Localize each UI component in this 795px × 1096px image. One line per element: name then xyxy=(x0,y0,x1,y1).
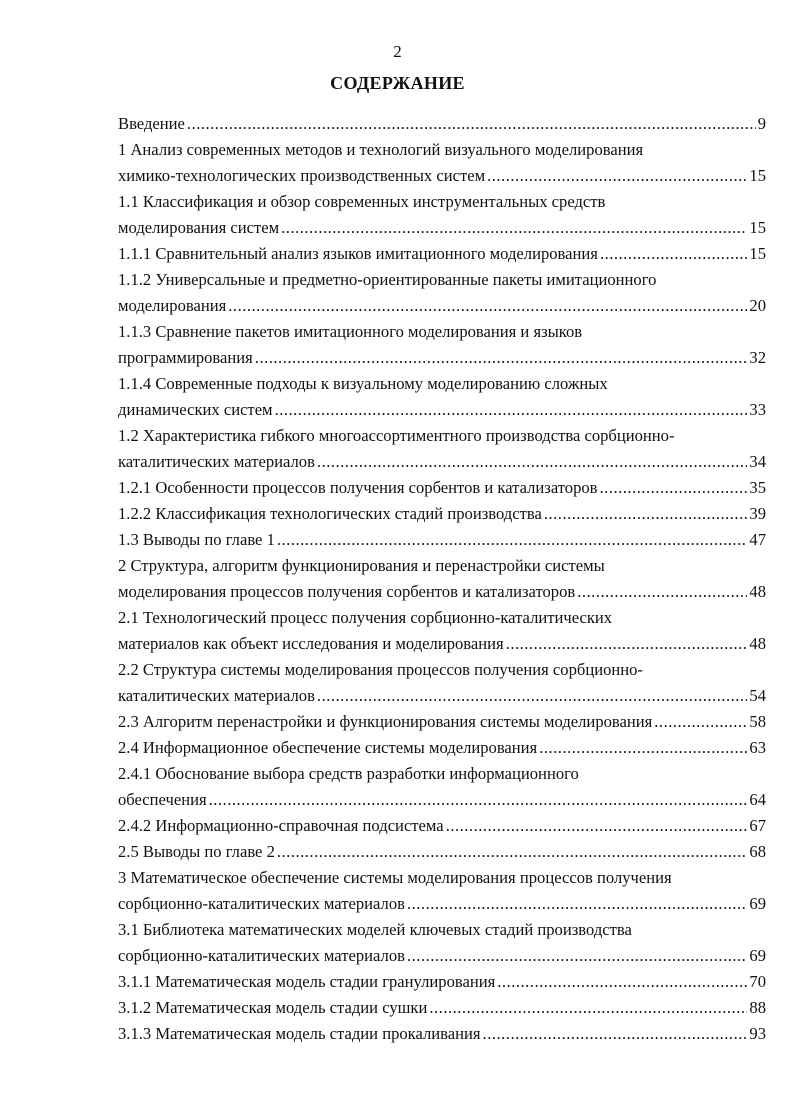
toc-entry-text: 1.2.1 Особенности процессов получения сорбентов и катализаторов xyxy=(118,478,598,497)
table-of-contents xyxy=(118,111,766,1047)
toc-entry-last-line xyxy=(118,943,766,969)
dot-leader xyxy=(228,293,747,319)
toc-entry-last-line xyxy=(118,969,766,995)
toc-entry-last-line xyxy=(118,891,766,917)
dot-leader xyxy=(577,579,747,605)
toc-entry-text: сорбционно-каталитических материалов xyxy=(118,894,405,913)
toc-entry xyxy=(118,709,766,735)
toc-entry-last-line xyxy=(118,735,766,761)
toc-page-number: 48 xyxy=(749,634,766,653)
toc-entry-text: 2.3 Алгоритм перенастройки и функционирования системы моделирования xyxy=(118,712,653,731)
toc-entry xyxy=(118,605,766,657)
toc-entry-text: каталитических материалов xyxy=(118,452,315,471)
dot-leader xyxy=(209,787,748,813)
toc-entry-last-line xyxy=(118,1021,766,1047)
toc-entry-last-line xyxy=(118,215,766,241)
toc-entry-last-line xyxy=(118,111,766,137)
toc-entry-text: программирования xyxy=(118,348,253,367)
dot-leader xyxy=(407,943,747,969)
toc-entry-line: 2.2 Структура системы моделирования процессов получения сорбционно- xyxy=(118,660,643,679)
dot-leader xyxy=(600,241,747,267)
toc-entry xyxy=(118,1021,766,1047)
toc-entry-line: 3.1 Библиотека математических моделей ключевых стадий производства xyxy=(118,920,632,939)
toc-entry-text: сорбционно-каталитических материалов xyxy=(118,946,405,965)
toc-entry-last-line xyxy=(118,397,766,423)
toc-entry xyxy=(118,371,766,423)
toc-page-number: 58 xyxy=(749,712,766,731)
dot-leader xyxy=(539,735,747,761)
page-title: СОДЕРЖАНИЕ xyxy=(330,73,465,93)
toc-entry xyxy=(118,995,766,1021)
toc-entry xyxy=(118,189,766,241)
toc-page-number: 20 xyxy=(749,296,766,315)
toc-page-number: 15 xyxy=(749,244,766,263)
toc-page-number: 63 xyxy=(749,738,766,757)
toc-entry xyxy=(118,761,766,813)
toc-entry-text: 3.1.1 Математическая модель стадии гранулирования xyxy=(118,972,496,991)
toc-entry xyxy=(118,111,766,137)
toc-entry-last-line xyxy=(118,631,766,657)
toc-entry-text: моделирования процессов получения сорбентов и катализаторов xyxy=(118,582,576,601)
toc-entry-last-line xyxy=(118,813,766,839)
toc-page-number: 15 xyxy=(749,218,766,237)
dot-leader xyxy=(544,501,748,527)
toc-entry-last-line xyxy=(118,527,766,553)
dot-leader xyxy=(654,709,747,735)
toc-entry xyxy=(118,735,766,761)
toc-page-number: 34 xyxy=(749,452,766,471)
toc-entry xyxy=(118,917,766,969)
toc-page-number: 64 xyxy=(749,790,766,809)
dot-leader xyxy=(187,111,756,137)
toc-entry-last-line xyxy=(118,579,766,605)
toc-entry-text: обеспечения xyxy=(118,790,207,809)
dot-leader xyxy=(487,163,747,189)
toc-entry-last-line xyxy=(118,839,766,865)
toc-entry xyxy=(118,969,766,995)
toc-entry-text: 2.5 Выводы по главе 2 xyxy=(118,842,275,861)
toc-entry-text: каталитических материалов xyxy=(118,686,315,705)
toc-entry-line: 3 Математическое обеспечение системы моделирования процессов получения xyxy=(118,868,672,887)
dot-leader xyxy=(483,1021,748,1047)
toc-entry-last-line xyxy=(118,709,766,735)
toc-entry-last-line xyxy=(118,241,766,267)
toc-entry xyxy=(118,241,766,267)
dot-leader xyxy=(281,215,747,241)
toc-entry-last-line xyxy=(118,163,766,189)
toc-page-number: 68 xyxy=(749,842,766,861)
toc-entry xyxy=(118,267,766,319)
toc-page-number: 88 xyxy=(749,998,766,1017)
toc-entry-last-line xyxy=(118,683,766,709)
toc-entry-text: 2.4.2 Информационно-справочная подсистема xyxy=(118,816,444,835)
toc-page-number: 67 xyxy=(749,816,766,835)
toc-entry xyxy=(118,527,766,553)
toc-entry-text: 3.1.2 Математическая модель стадии сушки xyxy=(118,998,428,1017)
toc-entry-last-line xyxy=(118,345,766,371)
toc-page-number: 70 xyxy=(749,972,766,991)
toc-entry-line: 1.1.2 Универсальные и предметно-ориентированные пакеты имитационного xyxy=(118,270,657,289)
dot-leader xyxy=(506,631,748,657)
toc-entry-line: 1.1.3 Сравнение пакетов имитационного моделирования и языков xyxy=(118,322,583,341)
toc-page-number: 39 xyxy=(749,504,766,523)
toc-entry-text: моделирования xyxy=(118,296,227,315)
toc-entry-text: 3.1.3 Математическая модель стадии прокаливания xyxy=(118,1024,481,1043)
toc-page-number: 32 xyxy=(749,348,766,367)
toc-page-number: 48 xyxy=(749,582,766,601)
toc-entry-text: моделирования систем xyxy=(118,218,280,237)
toc-entry xyxy=(118,137,766,189)
dot-leader xyxy=(446,813,748,839)
toc-entry-last-line xyxy=(118,995,766,1021)
toc-entry-line: 2 Структура, алгоритм функционирования и перенастройки системы xyxy=(118,556,605,575)
dot-leader xyxy=(497,969,747,995)
toc-entry-text: динамических систем xyxy=(118,400,273,419)
toc-entry xyxy=(118,501,766,527)
toc-entry-line: 2.4.1 Обоснование выбора средств разработки информационного xyxy=(118,764,579,783)
toc-page-number: 35 xyxy=(749,478,766,497)
toc-entry-line: 1.1.4 Современные подходы к визуальному моделированию сложных xyxy=(118,374,608,393)
toc-entry-text: Введение xyxy=(118,114,185,133)
toc-page-number: 47 xyxy=(749,530,766,549)
toc-entry-text: 1.1.1 Сравнительный анализ языков имитационного моделирования xyxy=(118,244,598,263)
dot-leader xyxy=(429,995,747,1021)
toc-entry xyxy=(118,423,766,475)
dot-leader xyxy=(407,891,747,917)
toc-page-number: 54 xyxy=(749,686,766,705)
toc-entry-text: химико-технологических производственных систем xyxy=(118,166,486,185)
dot-leader xyxy=(277,839,748,865)
toc-entry xyxy=(118,813,766,839)
toc-entry-line: 1.1 Классификация и обзор современных инструментальных средств xyxy=(118,192,606,211)
dot-leader xyxy=(317,449,747,475)
dot-leader xyxy=(317,683,747,709)
toc-entry-text: 1.3 Выводы по главе 1 xyxy=(118,530,275,549)
dot-leader xyxy=(255,345,748,371)
dot-leader xyxy=(600,475,748,501)
toc-entry-last-line xyxy=(118,449,766,475)
toc-entry-line: 2.1 Технологический процесс получения сорбционно-каталитических xyxy=(118,608,613,627)
toc-entry xyxy=(118,475,766,501)
toc-entry-text: материалов как объект исследования и моделирования xyxy=(118,634,504,653)
toc-entry xyxy=(118,319,766,371)
toc-entry-last-line xyxy=(118,475,766,501)
toc-entry-last-line xyxy=(118,787,766,813)
toc-entry xyxy=(118,865,766,917)
toc-page-number: 69 xyxy=(749,894,766,913)
toc-entry-last-line xyxy=(118,501,766,527)
toc-page-number: 15 xyxy=(749,166,766,185)
toc-page-number: 9 xyxy=(757,114,766,133)
toc-entry xyxy=(118,553,766,605)
toc-entry xyxy=(118,657,766,709)
toc-page-number: 69 xyxy=(749,946,766,965)
toc-entry-text: 2.4 Информационное обеспечение системы моделирования xyxy=(118,738,538,757)
toc-entry-line: 1 Анализ современных методов и технологий визуального моделирования xyxy=(118,140,644,159)
dot-leader xyxy=(275,397,748,423)
page-number: 2 xyxy=(393,42,402,61)
toc-entry xyxy=(118,839,766,865)
toc-page-number: 93 xyxy=(749,1024,766,1043)
toc-entry-last-line xyxy=(118,293,766,319)
toc-page-number: 33 xyxy=(749,400,766,419)
toc-entry-text: 1.2.2 Классификация технологических стадий производства xyxy=(118,504,542,523)
dot-leader xyxy=(277,527,748,553)
toc-entry-line: 1.2 Характеристика гибкого многоассортиментного производства сорбционно- xyxy=(118,426,675,445)
